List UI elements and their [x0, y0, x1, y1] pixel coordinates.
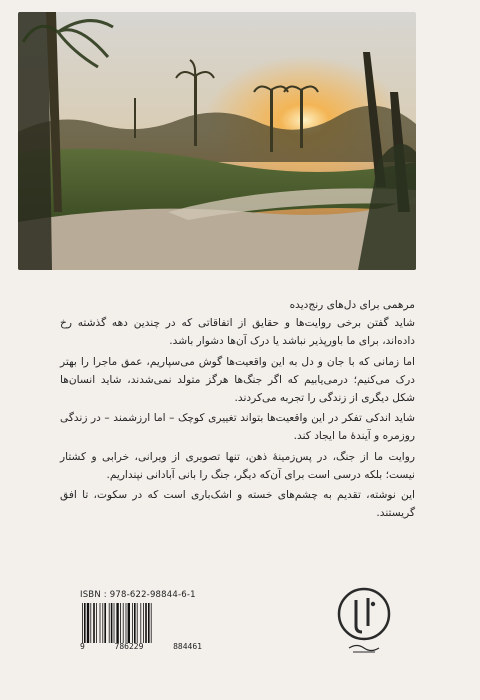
barcode-digits — [80, 642, 202, 651]
barcode-bars — [80, 603, 200, 643]
paragraph-5: این نوشته، تقدیم به چشم‌های خسته و اشک‌باری است که در سکوت، تا افق گریستند. — [60, 489, 415, 520]
paragraph-3: شاید اندکی تفکر در این واقعیت‌ها بتواند تغییری کوچک – اما ارزشمند – در زندگی روزمره و آیندهٔ ما ایجاد کند. — [60, 412, 415, 443]
barcode-digit-group-1: 786229 — [114, 642, 144, 651]
paragraph-1: شاید گفتن برخی روایت‌ها و حقایق از اتفاقاتی که در چندین دهه گذشته رخ داده‌اند، برای ما باورپذیر نباشد یا درک آن‌ها دشوار باشد. — [60, 317, 415, 348]
paragraph-4: روایت ما از جنگ، در پس‌زمینهٔ ذهن، تنها تصویری از ویرانی، خرابی و کشتار نیست؛ بلکه درسی است برای آن‌که دیگر، جنگ را بانی آبادانی نپنداریم. — [60, 450, 415, 481]
barcode-digit-group-2: 884461 — [173, 642, 202, 651]
cover-photo — [18, 12, 416, 270]
publisher-logo — [335, 586, 393, 656]
barcode-digit-prefix: 9 — [80, 642, 85, 651]
publisher-logo-icon — [335, 586, 393, 656]
barcode — [80, 603, 200, 643]
palm-grove-sunset-image — [18, 12, 416, 270]
isbn-label: ISBN : 978-622-98844-6-1 — [80, 590, 196, 600]
back-cover-text — [60, 296, 415, 524]
paragraph-2: اما زمانی که با جان و دل به این واقعیت‌ها گوش می‌سپاریم، عمق ماجرا را بهتر درک می‌کنیم؛ درمی‌یابیم که اگر جنگ‌ها هرگز متولد نمی‌شدند، شاید انسان‌ها شکل دیگری از زندگی را تجربه می‌کردند. — [60, 355, 415, 405]
back-cover-title: مرهمی برای دل‌های رنج‌دیده — [289, 299, 415, 311]
